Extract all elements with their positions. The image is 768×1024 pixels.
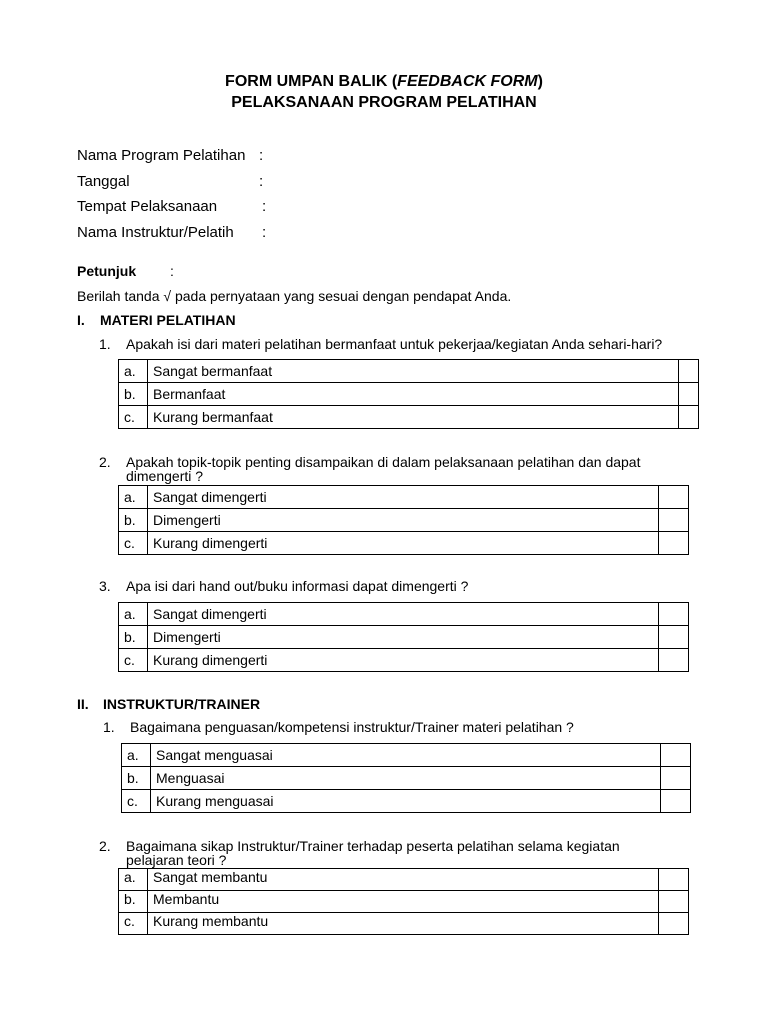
question-text: Bagaimana penguasan/kompetensi instruktur/Trainer materi pelatihan ? — [130, 719, 574, 735]
option-letter: c. — [119, 532, 148, 555]
title-prefix: FORM UMPAN BALIK ( — [225, 73, 398, 90]
option-checkbox[interactable] — [659, 509, 689, 532]
option-checkbox[interactable] — [679, 383, 699, 406]
field-colon-tempat: : — [262, 198, 267, 215]
instructions-colon: : — [170, 263, 174, 279]
option-row — [119, 891, 689, 913]
option-row — [119, 509, 689, 532]
instructions-label: Petunjuk — [77, 263, 137, 279]
option-letter: a. — [119, 486, 148, 509]
option-row — [119, 603, 689, 626]
title-suffix: ) — [537, 73, 543, 90]
form-title-line2: PELAKSANAAN PROGRAM PELATIHAN — [231, 94, 537, 111]
option-text: Sangat dimengerti — [148, 603, 659, 626]
options-table — [118, 359, 699, 429]
question-text: Apakah topik-topik penting disampaikan di dalam pelaksanaan pelatihan dan dapat — [126, 454, 641, 470]
question-text: Bagaimana sikap Instruktur/Trainer terhadap peserta pelatihan selama kegiatan — [126, 838, 620, 854]
question-number: 3. — [99, 578, 111, 594]
option-letter: a. — [122, 744, 151, 767]
option-checkbox[interactable] — [679, 360, 699, 383]
field-label-instruktur: Nama Instruktur/Pelatih — [77, 224, 234, 241]
option-checkbox[interactable] — [659, 649, 689, 672]
option-checkbox[interactable] — [659, 532, 689, 555]
option-row — [119, 486, 689, 509]
question-number: 2. — [99, 454, 111, 470]
option-text: Sangat dimengerti — [148, 486, 659, 509]
option-checkbox[interactable] — [661, 744, 691, 767]
option-text: Dimengerti — [148, 626, 659, 649]
question-text: Apa isi dari hand out/buku informasi dapat dimengerti ? — [126, 578, 469, 594]
title-italic: FEEDBACK FORM — [397, 73, 538, 90]
question-text-cont: pelajaran teori ? — [126, 852, 227, 868]
option-row — [119, 406, 699, 429]
option-checkbox[interactable] — [659, 486, 689, 509]
option-text: Dimengerti — [148, 509, 659, 532]
option-text: Sangat membantu — [148, 869, 659, 891]
option-text: Kurang membantu — [148, 913, 659, 935]
option-letter: a. — [119, 360, 148, 383]
option-checkbox[interactable] — [659, 869, 689, 891]
option-letter: c. — [119, 913, 148, 935]
option-checkbox[interactable] — [659, 626, 689, 649]
section-1-title: MATERI PELATIHAN — [100, 312, 236, 328]
question-number: 2. — [99, 838, 111, 854]
options-table — [118, 485, 689, 555]
option-text: Kurang bermanfaat — [148, 406, 679, 429]
field-label-tempat: Tempat Pelaksanaan — [77, 198, 218, 215]
option-checkbox[interactable] — [659, 891, 689, 913]
section-1-number: I. — [77, 312, 85, 328]
question-number: 1. — [103, 719, 115, 735]
question-number: 1. — [99, 336, 111, 352]
option-letter: c. — [122, 790, 151, 813]
options-table — [118, 602, 689, 672]
option-text: Membantu — [148, 891, 659, 913]
option-letter: b. — [119, 383, 148, 406]
option-checkbox[interactable] — [659, 603, 689, 626]
option-letter: b. — [119, 626, 148, 649]
option-text: Kurang menguasai — [151, 790, 661, 813]
option-row — [122, 744, 691, 767]
option-checkbox[interactable] — [661, 767, 691, 790]
form-title-line1 — [0, 72, 768, 92]
option-text: Sangat menguasai — [151, 744, 661, 767]
option-row — [119, 360, 699, 383]
question-text-cont: dimengerti ? — [126, 468, 204, 484]
section-2-title: INSTRUKTUR/TRAINER — [103, 696, 261, 712]
option-row — [119, 913, 689, 935]
option-letter: c. — [119, 649, 148, 672]
field-colon-tanggal: : — [259, 173, 264, 190]
options-table — [118, 868, 689, 935]
option-row — [119, 626, 689, 649]
option-text: Menguasai — [151, 767, 661, 790]
option-text: Kurang dimengerti — [148, 532, 659, 555]
option-checkbox[interactable] — [659, 913, 689, 935]
field-label-program: Nama Program Pelatihan — [77, 147, 246, 164]
option-row — [119, 649, 689, 672]
question-text: Apakah isi dari materi pelatihan bermanfaat untuk pekerjaa/kegiatan Anda sehari-hari? — [126, 336, 663, 352]
field-colon-program: : — [259, 147, 264, 164]
option-letter: b. — [119, 509, 148, 532]
option-letter: c. — [119, 406, 148, 429]
option-row — [122, 767, 691, 790]
instructions-text: Berilah tanda √ pada pernyataan yang sesuai dengan pendapat Anda. — [77, 288, 512, 304]
option-row — [119, 869, 689, 891]
field-colon-instruktur: : — [262, 224, 267, 241]
field-label-tanggal: Tanggal — [77, 173, 130, 190]
option-letter: b. — [122, 767, 151, 790]
option-letter: b. — [119, 891, 148, 913]
option-letter: a. — [119, 869, 148, 891]
options-table — [121, 743, 691, 813]
section-2-number: II. — [77, 696, 89, 712]
option-letter: a. — [119, 603, 148, 626]
option-row — [122, 790, 691, 813]
option-text: Kurang dimengerti — [148, 649, 659, 672]
option-text: Sangat bermanfaat — [148, 360, 679, 383]
option-row — [119, 532, 689, 555]
option-checkbox[interactable] — [679, 406, 699, 429]
option-checkbox[interactable] — [661, 790, 691, 813]
option-text: Bermanfaat — [148, 383, 679, 406]
option-row — [119, 383, 699, 406]
